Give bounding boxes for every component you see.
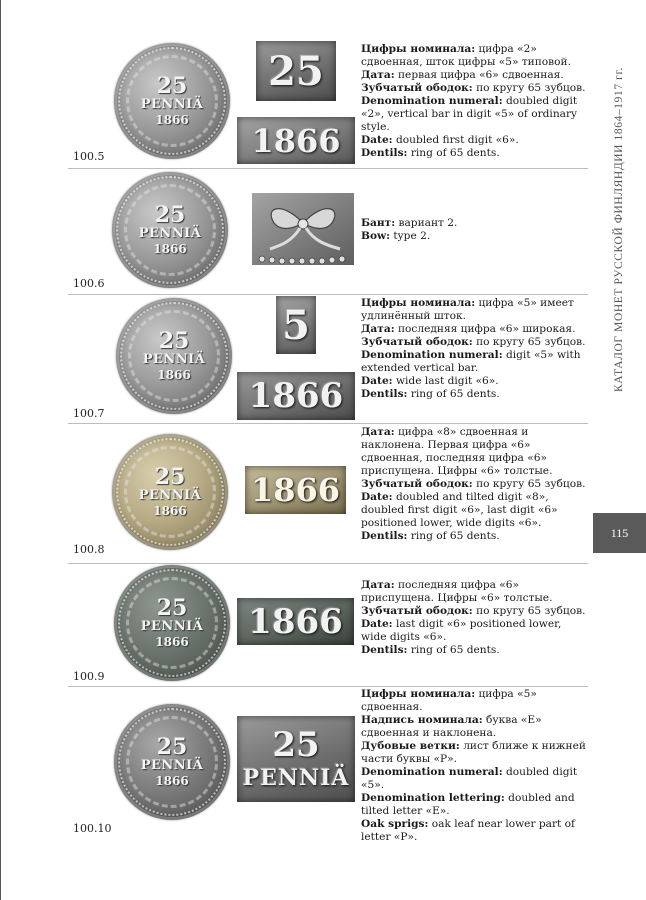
entry-number: 100.5	[73, 150, 105, 163]
entry-divider	[68, 686, 588, 687]
coin-photo: 25 PENNIÄ 1866	[112, 434, 228, 550]
page-number-tab	[593, 513, 646, 553]
entry-divider	[68, 563, 588, 564]
entry-number: 100.8	[73, 543, 105, 556]
detail-photo-date: 1866	[237, 372, 355, 420]
detail-numeral: 25	[272, 725, 320, 765]
detail-photo-denomination: 5	[276, 296, 316, 354]
entry-divider	[68, 423, 588, 424]
running-title: КАТАЛОГ МОНЕТ РУССКОЙ ФИНЛЯНДИИ 1864–1917 гг.	[613, 67, 625, 393]
detail-photo-date: 1866	[237, 117, 355, 164]
coin-photo: 25 PENNIÄ 1866	[114, 704, 230, 820]
entry-number: 100.6	[73, 277, 105, 290]
coin-photo: 25 PENNIÄ 1866	[116, 298, 232, 414]
detail-photo-date: 1866	[237, 598, 354, 645]
entry-number: 100.9	[73, 670, 105, 683]
coin-photo: 25 PENNIÄ 1866	[114, 43, 230, 159]
entry-divider	[68, 168, 588, 169]
entry-description: Цифры номинала: цифра «5» имеет удлинённый шток. Дата: последняя цифра «6» широкая. Зубчатый ободок: по кругу 65 зубцов. Denomination numeral: digit «5» with extended vertical bar. Date: wide last digit «6». Dentils: ring of 65 dents.	[361, 297, 586, 400]
entry-description: Бант: вариант 2. Bow: type 2.	[361, 217, 458, 242]
entry-divider	[68, 294, 588, 295]
entry-description: Дата: последняя цифра «6» приспущена. Цифры «6» толстые. Зубчатый ободок: по кругу 65 зубцов. Date: last digit «6» positioned lower, wide digits «6». Dentils: ring of 65 dents.	[361, 579, 586, 656]
detail-lettering: PENNIÄ	[242, 765, 350, 791]
entry-description: Дата: цифра «8» сдвоенная и наклонена. Первая цифра «6» сдвоенная, последняя цифра «6» приспущена. Цифры «6» толстые. Зубчатый ободок: по кругу 65 зубцов. Date: doubled and tilted digit «8», doubled first digit «6», last digit «6» positioned lower, wide digits «6». Dentils: ring of 65 dents.	[361, 426, 586, 542]
page-number: 115	[610, 525, 629, 540]
entry-description: Цифры номинала: цифра «5» сдвоенная. Надпись номинала: буква «Е» сдвоенная и наклонена. Дубовые ветки: лист ближе к нижней части буквы «Р». Denomination numeral: doubled digit «5». Denomination lettering: doubled and tilted letter «E». Oak sprigs: oak leaf near lower part of letter «P».	[361, 688, 586, 843]
page-left-edge	[0, 0, 1, 900]
detail-photo-denomination: 25	[256, 41, 336, 101]
entry-description: Цифры номинала: цифра «2» сдвоенная, шток цифры «5» типовой. Дата: первая цифра «6» сдвоенная. Зубчатый ободок: по кругу 65 зубцов. Denomination numeral: doubled digit «2», vertical bar in digit «5» of ordinary style. Date: doubled first digit «6». Dentils: ring of 65 dents.	[361, 43, 586, 159]
detail-photo-lettering	[237, 716, 355, 802]
coin-photo: 25 PENNIÄ 1866	[112, 172, 228, 288]
bow-detail-photo	[252, 193, 354, 265]
entry-number: 100.7	[73, 407, 105, 420]
detail-photo-date: 1866	[245, 466, 346, 514]
entry-number: 100.10	[73, 822, 112, 835]
coin-photo: 25 PENNIÄ 1866	[114, 565, 230, 681]
